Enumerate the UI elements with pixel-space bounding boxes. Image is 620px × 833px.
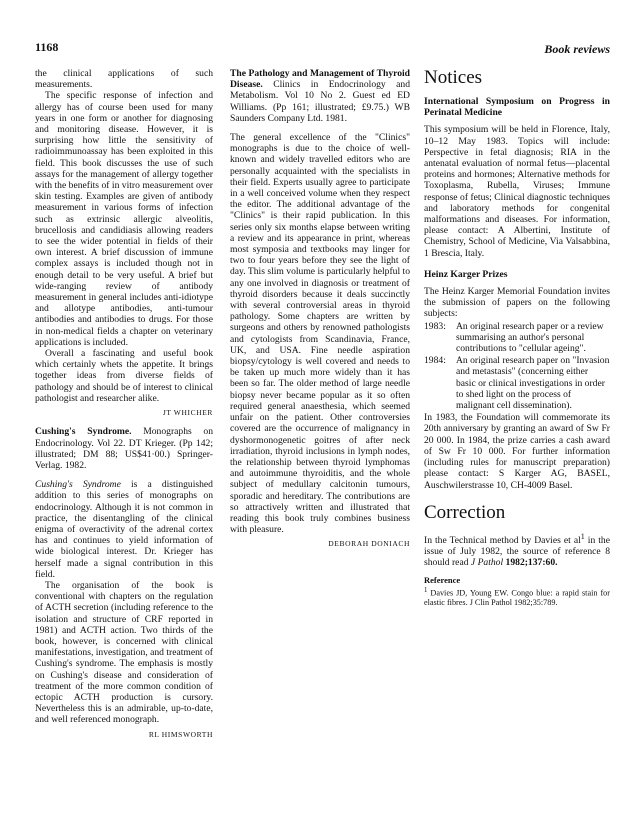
reference-marker: 1 [580, 531, 585, 541]
book-citation [230, 68, 410, 124]
review-text: is a distinguished addition to this series of monographs on endocrinology. Although it is not common in practice, the disentangling of the clinical enigma of overactivity of the adrenal cortex has and continues to yield information of wide biological interest. Dr. Krieger has herself made a signal contribution in this field. [35, 479, 213, 580]
karger-title: Heinz Karger Prizes [424, 268, 508, 280]
prize-item [424, 321, 610, 355]
karger-intro: The Heinz Karger Memorial Foundation invites the submission of papers on the following subjects: [424, 286, 610, 320]
column-right [424, 68, 610, 608]
reviewer-signature: RL HIMSWORTH [148, 729, 213, 739]
review-paragraph: The general excellence of the "Clinics" monographs is due to the choice of well-known and widely travelled editors who are personally acquainted with the specialists in their field. Experts usually agree to participate in a well conceived volume when they respect the editor. The additional advantage of the "Clinics" is their rapid publication. In this series only six months elapse between writing a review and its appearance in print, whereas most symposia and textbooks may linger for two to four years before they see the light of day. This slim volume is particularly helpful to any one involved in diagnosis or treatment of thyroid disorders because it deals succinctly with several controversial areas in thyroid pathology. Some chapters are written by surgeons and others by renowned pathologists and cytologists from Scandinavia, France, UK, and USA. Fine needle aspiration biopsy/cytology is well covered and needs to be taken up much more widely than it has been so far. The older method of large needle biopsy never became popular as it so often required general anaesthesia, which seemed unfair on the patient. Other controversies covered are the occurrence of malignancy in dyshormonogenetic goitres of after neck irradiation, thyroid inclusions in lymph nodes, the relationship between thyroid lymphomas and autoimmune thyroiditis, and the whole subject of medullary calcitonin tumours, sporadic and hereditary. The contributions are so attractively written and illustrated that reading this book truly combines business with pleasure. [230, 132, 410, 536]
reference-entry [424, 586, 610, 609]
reference-number: 1 [424, 586, 428, 594]
reference-text: Davies JD, Young EW. Congo blue: a rapid stain for elastic fibres. J Clin Pathol 1982;35:789. [424, 588, 610, 608]
page-number: 1168 [35, 40, 59, 54]
correction-part: in the issue of July 1982, the source of reference 8 should read [424, 534, 610, 569]
book-title: Cushing's Syndrome. [35, 426, 132, 438]
notices-heading: Notices [424, 67, 483, 88]
symposium-title: International Symposium on Progress in Perinatal Medicine [424, 96, 610, 119]
section-title: Book reviews [544, 42, 610, 56]
prize-year: 1983: [424, 320, 446, 332]
reviewer-signature: DEBORAH DONIACH [328, 539, 410, 549]
karger-text: In 1983, the Foundation will commemorate its 20th anniversary by granting an award of Sw Fr 20 000. In 1984, the prize carries a cash award of Sw Fr 10 000. For further information (including rules for manuscript preparation) please contact: S Karger AG, BASEL, Auschwilerstrasse 10, CH-4009 Basel. [424, 412, 610, 491]
prize-subject: An original research paper or a review summarising an author's personal contributions to "cellular ageing". [456, 320, 604, 355]
prize-subject: An original research paper on "Invasion and metastasis" (concerning either basic or clinical investigations in order to shed light on the process of malignant cell dissemination). [456, 355, 610, 412]
review-paragraph: Overall a fascinating and useful book which certainly whets the appetite. It brings together ideas from diverse fields of pathology and should be of interest to clinical pathologist and researcher alike. [35, 348, 213, 404]
review-paragraph [35, 479, 213, 580]
book-title: The Pathology and Management of Thyroid Disease. [230, 68, 410, 91]
review-paragraph: The specific response of infection and allergy has of course been used for many years in one form or another for diagnosing and monitoring disease. However, it is surprising how little the sensitivity of radioimmunoassay has been exploited in this field. This book discusses the use of such assays for the management of allergy together with the benefits of in vitro measurement over skin testing. Examples are given of antibody measurement in various forms of infection such as extrinsic allergic alveolitis, brucellosis and candidiasis allowing readers to see the wider potential in fields of their own interest. A brief discussion of immune complex assays is included though not in enough detail to be very useful. A brief but wide-ranging review of antibody measurement in general includes anti-idiotype and allotype antibodies, anti-tumour antibodies and antibodies to drugs. For those in non-medical fields a chapter on veterinary applications is included. [35, 90, 213, 348]
column-left [35, 68, 213, 740]
reviewer-signature: JT WHICHER [162, 408, 213, 418]
correction-heading: Correction [424, 501, 506, 523]
review-paragraph: The organisation of the book is conventional with chapters on the regulation of ACTH secretion (including reference to the isolation and structure of CRF reported in 1981) and ACTH action. Two thirds of the book, however, is concerned with clinical manifestations, investigation, and treatment of Cushing's syndrome. The emphasis is mostly on Cushing's disease and consideration of treatment of the more common condition of ectopic ACTH production is cursory. Nevertheless this is an admirable, up-to-date, and well referenced monograph. [35, 579, 213, 726]
correction-part: In the Technical method by Davies et al [424, 534, 581, 546]
book-citation [35, 426, 213, 471]
review-paragraph: the clinical applications of such measurements. [35, 68, 213, 91]
symposium-text: This symposium will be held in Florence, Italy, 10–12 May 1983. Topics will include: Perspective in fetal diagnosis; RIA in the antenatal evaluation of normal fetus—placental proteins and hormones; Alternative methods for Toxoplasma, Rubella, Viruses; Immune response of fetus; Clinical diagnostic techniques and laboratory methods for congenital malformations and diseases. For information, please contact: A Albertini, Institute of Chemistry, School of Medicine, Via Valsabbina, 1 Brescia, Italy. [424, 124, 610, 259]
column-middle [230, 68, 410, 550]
page-header [35, 40, 610, 60]
book-biblio: Monographs on Endocrinology. Vol 22. DT Krieger. (Pp 142; illustrated; DM 88; US$41·00.) Springer-Verlag. 1982. [35, 426, 214, 471]
prize-year: 1984: [424, 355, 446, 367]
prize-item [424, 355, 610, 411]
reference-heading: Reference [424, 574, 461, 585]
book-name-inline: Cushing's Syndrome [35, 479, 121, 491]
book-biblio: Clinics in Endocrinology and Metabolism. Vol 10 No 2. Guest ed ED Williams. (Pp 161; illustrated; £9.75.) WB Saunders Company Ltd. 1981. [230, 79, 410, 124]
correction-text [424, 531, 610, 569]
journal-name: J Pathol [470, 557, 504, 569]
volume-citation: 1982;137:60. [503, 557, 558, 569]
